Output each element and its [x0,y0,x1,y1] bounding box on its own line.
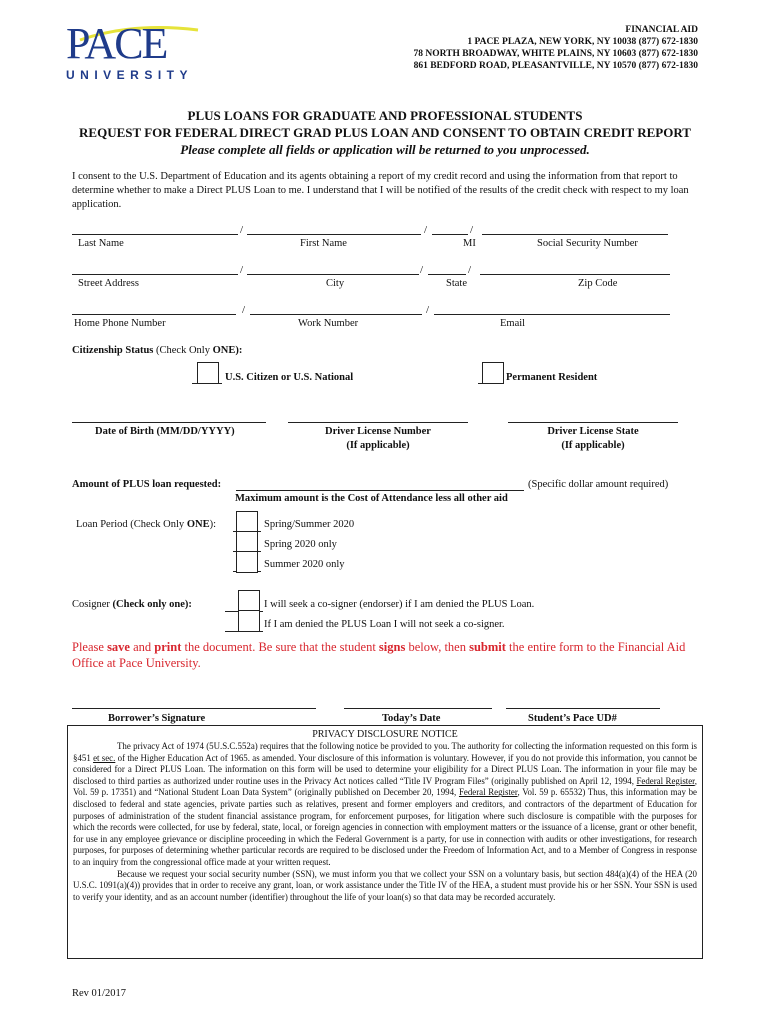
privacy-paragraph-2: Because we request your social security number (SSN), we must inform you that we collect your SSN on a voluntary basis, but section 484(a)(4) of the HEA (20 U.S.C. 1091(a)(4)) provides that in order to receive any grant, loan, or work assistance under the Title IV of the HEA, a student must provide his or her SSN. Your SSN is used to verify your identity, and as an account number (identifier) throughout the life of your loan(s) so that data may be recorded accurately. [73,868,697,902]
address-block [338,24,698,72]
borrower-signature-label: Borrower’s Signature [108,713,206,724]
summer-only-checkbox[interactable] [236,551,258,573]
home-phone-label: Home Phone Number [74,318,166,329]
summer-only-label: Summer 2020 only [264,559,345,570]
no-cosigner-label: If I am denied the PLUS Loan I will not seek a co-signer. [264,619,505,630]
privacy-notice-box [67,725,703,959]
city-field[interactable] [247,274,419,275]
separator: / [470,224,474,236]
street-label: Street Address [78,278,139,289]
dob-label: Date of Birth (MM/DD/YYYY) [95,426,235,437]
work-phone-field[interactable] [250,314,422,315]
dl-number-note: (If applicable) [346,440,410,451]
work-phone-label: Work Number [298,318,359,329]
consent-paragraph: I consent to the U.S. Department of Education and its agents obtaining a report of my credit record and using the information from that report to determine whether to make a Direct PLUS Loan to me. I understand that I will be notified of the results of the credit check with respect to my loan application. [72,171,689,210]
separator: / [426,304,430,316]
state-field[interactable] [428,274,466,275]
separator: / [240,264,244,276]
us-citizen-checkbox[interactable] [197,362,219,384]
state-label: State [446,278,467,289]
citizenship-label: Citizenship Status (Check Only ONE): [72,345,243,356]
privacy-heading: PRIVACY DISCLOSURE NOTICE [312,729,458,740]
university-text: UNIVERSITY [66,68,194,82]
dl-state-label: Driver License State [547,426,639,437]
street-field[interactable] [72,274,238,275]
dl-number-label: Driver License Number [325,426,431,437]
pace-logo [62,20,212,84]
pace-ud-field[interactable] [506,708,660,709]
todays-date-label: Today’s Date [382,713,441,724]
last-name-label: Last Name [78,238,124,249]
separator: / [424,224,428,236]
title-line-3: Please complete all fields or application will be returned to you unprocessed. [180,142,590,157]
pace-ud-label: Student’s Pace UD# [528,713,617,724]
cosigner-label: Cosigner (Check only one): [72,599,192,610]
no-cosigner-checkbox[interactable] [238,610,260,632]
home-phone-field[interactable] [72,314,236,315]
title-line-1: PLUS LOANS FOR GRADUATE AND PROFESSIONAL STUDENTS [187,108,583,123]
amount-field[interactable] [236,490,524,491]
loan-period-label: Loan Period (Check Only ONE): [76,519,216,530]
address-line-1: 1 PACE PLAZA, NEW YORK, NY 10038 (877) 672-1830 [467,37,698,47]
seek-cosigner-label: I will seek a co-signer (endorser) if I am denied the PLUS Loan. [264,599,535,610]
permanent-resident-label: Permanent Resident [506,372,598,383]
address-title: FINANCIAL AID [625,25,698,35]
mi-field[interactable] [432,234,468,235]
city-label: City [326,278,345,289]
permanent-resident-checkbox[interactable] [482,362,504,384]
dl-number-field[interactable] [288,422,468,423]
todays-date-field[interactable] [344,708,492,709]
email-label: Email [500,318,526,329]
first-name-label: First Name [300,238,347,249]
pace-logo-text: PACE [66,19,167,68]
dob-field[interactable] [72,422,266,423]
last-name-field[interactable] [72,234,238,235]
amount-max-note: Maximum amount is the Cost of Attendance less all other aid [235,493,508,504]
separator: / [240,224,244,236]
revision-label: Rev 01/2017 [72,988,126,999]
spring-only-checkbox[interactable] [236,531,258,553]
address-line-3: 861 BEDFORD ROAD, PLEASANTVILLE, NY 10570 (877) 672-1830 [413,61,698,71]
ssn-field[interactable] [482,234,668,235]
address-line-2: 78 NORTH BROADWAY, WHITE PLAINS, NY 10603 (877) 672-1830 [413,49,698,59]
separator: / [420,264,424,276]
us-citizen-label: U.S. Citizen or U.S. National [225,372,354,383]
spring-summer-label: Spring/Summer 2020 [264,519,355,530]
amount-specific-note: (Specific dollar amount required) [528,479,669,490]
dl-state-field[interactable] [508,422,678,423]
spring-only-label: Spring 2020 only [264,539,337,550]
title-line-2: REQUEST FOR FEDERAL DIRECT GRAD PLUS LOAN AND CONSENT TO OBTAIN CREDIT REPORT [79,125,691,140]
separator: / [242,304,246,316]
borrower-signature-field[interactable] [72,708,316,709]
first-name-field[interactable] [247,234,421,235]
amount-label: Amount of PLUS loan requested: [72,479,222,490]
seek-cosigner-checkbox[interactable] [238,590,260,612]
mi-label: MI [463,238,476,249]
spring-summer-checkbox[interactable] [236,511,258,533]
email-field[interactable] [434,314,670,315]
zip-field[interactable] [480,274,670,275]
dl-state-note: (If applicable) [561,440,625,451]
separator: / [468,264,472,276]
privacy-paragraph-1: The privacy Act of 1974 (5U.S.C.552a) requires that the following notice be provided to you. The authority for collecting the information requested on this form is §451 et sec. of the Higher Education Act of 1965. as amended. Your disclosure of this information is voluntary. However, if you do not provide this information, you cannot be considered for a Direct PLUS Loan. The information on this form will be used to determine your eligibility for a Direct PLUS Loan. The information in your file may be disclosed to third parties as authorized under routine uses in the Privacy Act notices called “Title IV Program Files” (originally published on April 12, 1994, Federal Register, Vol. 59 p. 17351) and “National Student Loan Data System” (originally published on December 20, 1994, Federal Register, Vol. 59 p. 65532) Thus, this information may be disclosed to federal and state agencies, private parties such as relatives, present and former employers and creditors, and contractors of the department of Education for purposes of administration of the student financial assistance program, for enforcement purposes, for litigation where such disclosure is compatible with the purposes for which the records were collected, for use by federal, state, local, or foreign agencies in connection with employment matters or the issuance of a license, grant or other benefit, for use in any employee grievance or discipline proceeding in which the Federal Government is a party, for use in connection with audits or other investigations, for research purposes, for purposes of determining whether particular records are required to be disclosed under the Freedom of Information Act, and to a Member of Congress in response to an inquiry from the congressional office made at your written request. [73,741,697,867]
submission-instructions: Please save and print the document. Be sure that the student signs below, then submit the entire form to the Financial Aid Office at Pace University. [72,640,686,670]
zip-label: Zip Code [578,278,618,289]
ssn-label: Social Security Number [537,238,638,249]
